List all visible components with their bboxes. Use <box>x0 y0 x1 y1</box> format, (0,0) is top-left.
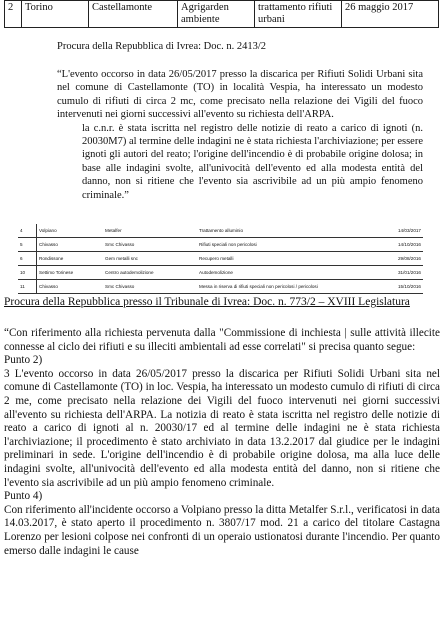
table-row <box>18 252 423 266</box>
intro-paragraph: “Con riferimento alla richiesta pervenuta dalla "Commissione di inchiesta | sulle attività illecite connesse al ciclo dei rifiuti e su illeciti ambientali ad esse correlati" si precisa quanto segue: <box>4 327 440 353</box>
activity-cell: Rifiuti speciali non pericolosi <box>197 238 351 252</box>
company-cell: Metalfer <box>103 224 197 238</box>
table-row <box>18 224 423 238</box>
municipality-cell: Castellamonte <box>89 1 178 28</box>
company-cell: Agrigarden ambiente <box>178 1 255 28</box>
table-row <box>18 280 423 294</box>
quote-paragraph: la c.n.r. è stata iscritta nel registro delle notizie di reato a carico di ignoti (n. 20030M7) al termine delle indagini ne è stata richiesta l'archiviazione; per essere ignoti gli autori del reato; l'origine dell'incendio è di probabile origine dolosa; in base alle indagini svolte, all'univocità dell'evento ed alla modesta entità del danno, non si ritiene che l'evento sia ascrivibile ad un più ampio fenomeno criminale.” <box>82 122 423 201</box>
section-heading: Procura della Repubblica presso il Tribunale di Ivrea: Doc. n. 773/2 – XVIII Legislatura <box>4 296 410 308</box>
quoted-text <box>57 68 423 202</box>
municipality-cell: Rondissone <box>37 252 104 266</box>
date-cell: 29/08/2016 <box>351 252 423 266</box>
activity-cell: trattamento rifiuti urbani <box>255 1 342 28</box>
row-number: 6 <box>18 252 37 266</box>
activity-cell: Trattamento alluminio <box>197 224 351 238</box>
company-cell: Smc Chivasso <box>103 238 197 252</box>
top-table <box>4 0 439 28</box>
municipality-cell: Volpiano <box>37 224 104 238</box>
date-cell: 31/01/2016 <box>351 266 423 280</box>
row-number: 4 <box>18 224 37 238</box>
company-cell: Centro autodemolizione <box>103 266 197 280</box>
punto-label: Punto 2) <box>4 354 43 367</box>
table-row <box>18 238 423 252</box>
municipality-cell: Chivasso <box>37 238 104 252</box>
activity-cell: Recupero metalli <box>197 252 351 266</box>
table-row <box>18 266 423 280</box>
body-text <box>4 327 440 558</box>
row-number: 2 <box>5 1 22 28</box>
municipality-cell: Settimo Torinese <box>37 266 104 280</box>
date-cell: 14/03/2017 <box>351 224 423 238</box>
date-cell: 26 maggio 2017 <box>342 1 439 28</box>
activity-cell: Messa in riserva di rifiuti speciali non pericolosi / pericolosi <box>197 280 351 294</box>
municipality-cell: Chivasso <box>37 280 104 294</box>
punto-label: Punto 4) <box>4 490 43 503</box>
date-cell: 14/10/2016 <box>351 238 423 252</box>
date-cell: 15/10/2016 <box>351 280 423 294</box>
company-cell: Smc Chivasso <box>103 280 197 294</box>
row-number: 10 <box>18 266 37 280</box>
row-number: 5 <box>18 238 37 252</box>
punto-paragraph: 3 L'evento occorso in data 26/05/2017 presso la discarica per Rifiuti Solidi Urbani sita nel comune di Castellamonte (TO) in loc. Vespia, ha interessato un modesto cumulo di rifiuti di circa 2 me, come precisato nella relazione dei Vigili del fuoco intervenuti nei giorni successivi all'evento su richiesta dell'ARPA. La notizia di reato è stata iscritta nel registro delle notizie di reato a carico di ignoti al n. 20030/17 ed al termine delle indagini ne è stata richiesta l'archiviazione; il procedimento è stato archiviato in data 13.2.2017 dal giudice per le indagini preliminari in sede. L'origine dell'incendio è di probabile origine dolosa, ma alla luce delle indagini svolte, all'univocità dell'evento ed alla modesta entità del danno, non si ritiene che l'evento sia ascrivibile ad un più ampio fenomeno criminale. <box>4 367 440 489</box>
punto-paragraph: Con riferimento all'incidente occorso a Volpiano presso la ditta Metalfer S.r.l., verificatosi in data 14.03.2017, è stato aperto il procedimento n. 3807/17 mod. 21 a carico del titolare Castagna Lorenzo per lesioni colpose nei confronti di un operaio ustionatosi durante l'incendio. Per quanto emerso dalle indagini le cause <box>4 503 440 557</box>
company-cell: Gem metalli snc <box>103 252 197 266</box>
document-reference: Procura della Repubblica di Ivrea: Doc. n. 2413/2 <box>57 41 267 52</box>
activity-cell: Autodemolizione <box>197 266 351 280</box>
table-row <box>5 1 439 28</box>
row-number: 11 <box>18 280 37 294</box>
scanned-table <box>18 224 423 294</box>
province-cell: Torino <box>22 1 89 28</box>
quote-paragraph: “L'evento occorso in data 26/05/2017 presso la discarica per Rifiuti Solidi Urbani sita nel comune di Castellamonte (TO) in località Vespia, ha interessato un modesto cumulo di rifiuti di circa 2 mc, come precisato nella relazione dei Vigili del fuoco intervenuti nei giorni successivi all'evento su richiesta dell'ARPA. <box>57 69 423 121</box>
